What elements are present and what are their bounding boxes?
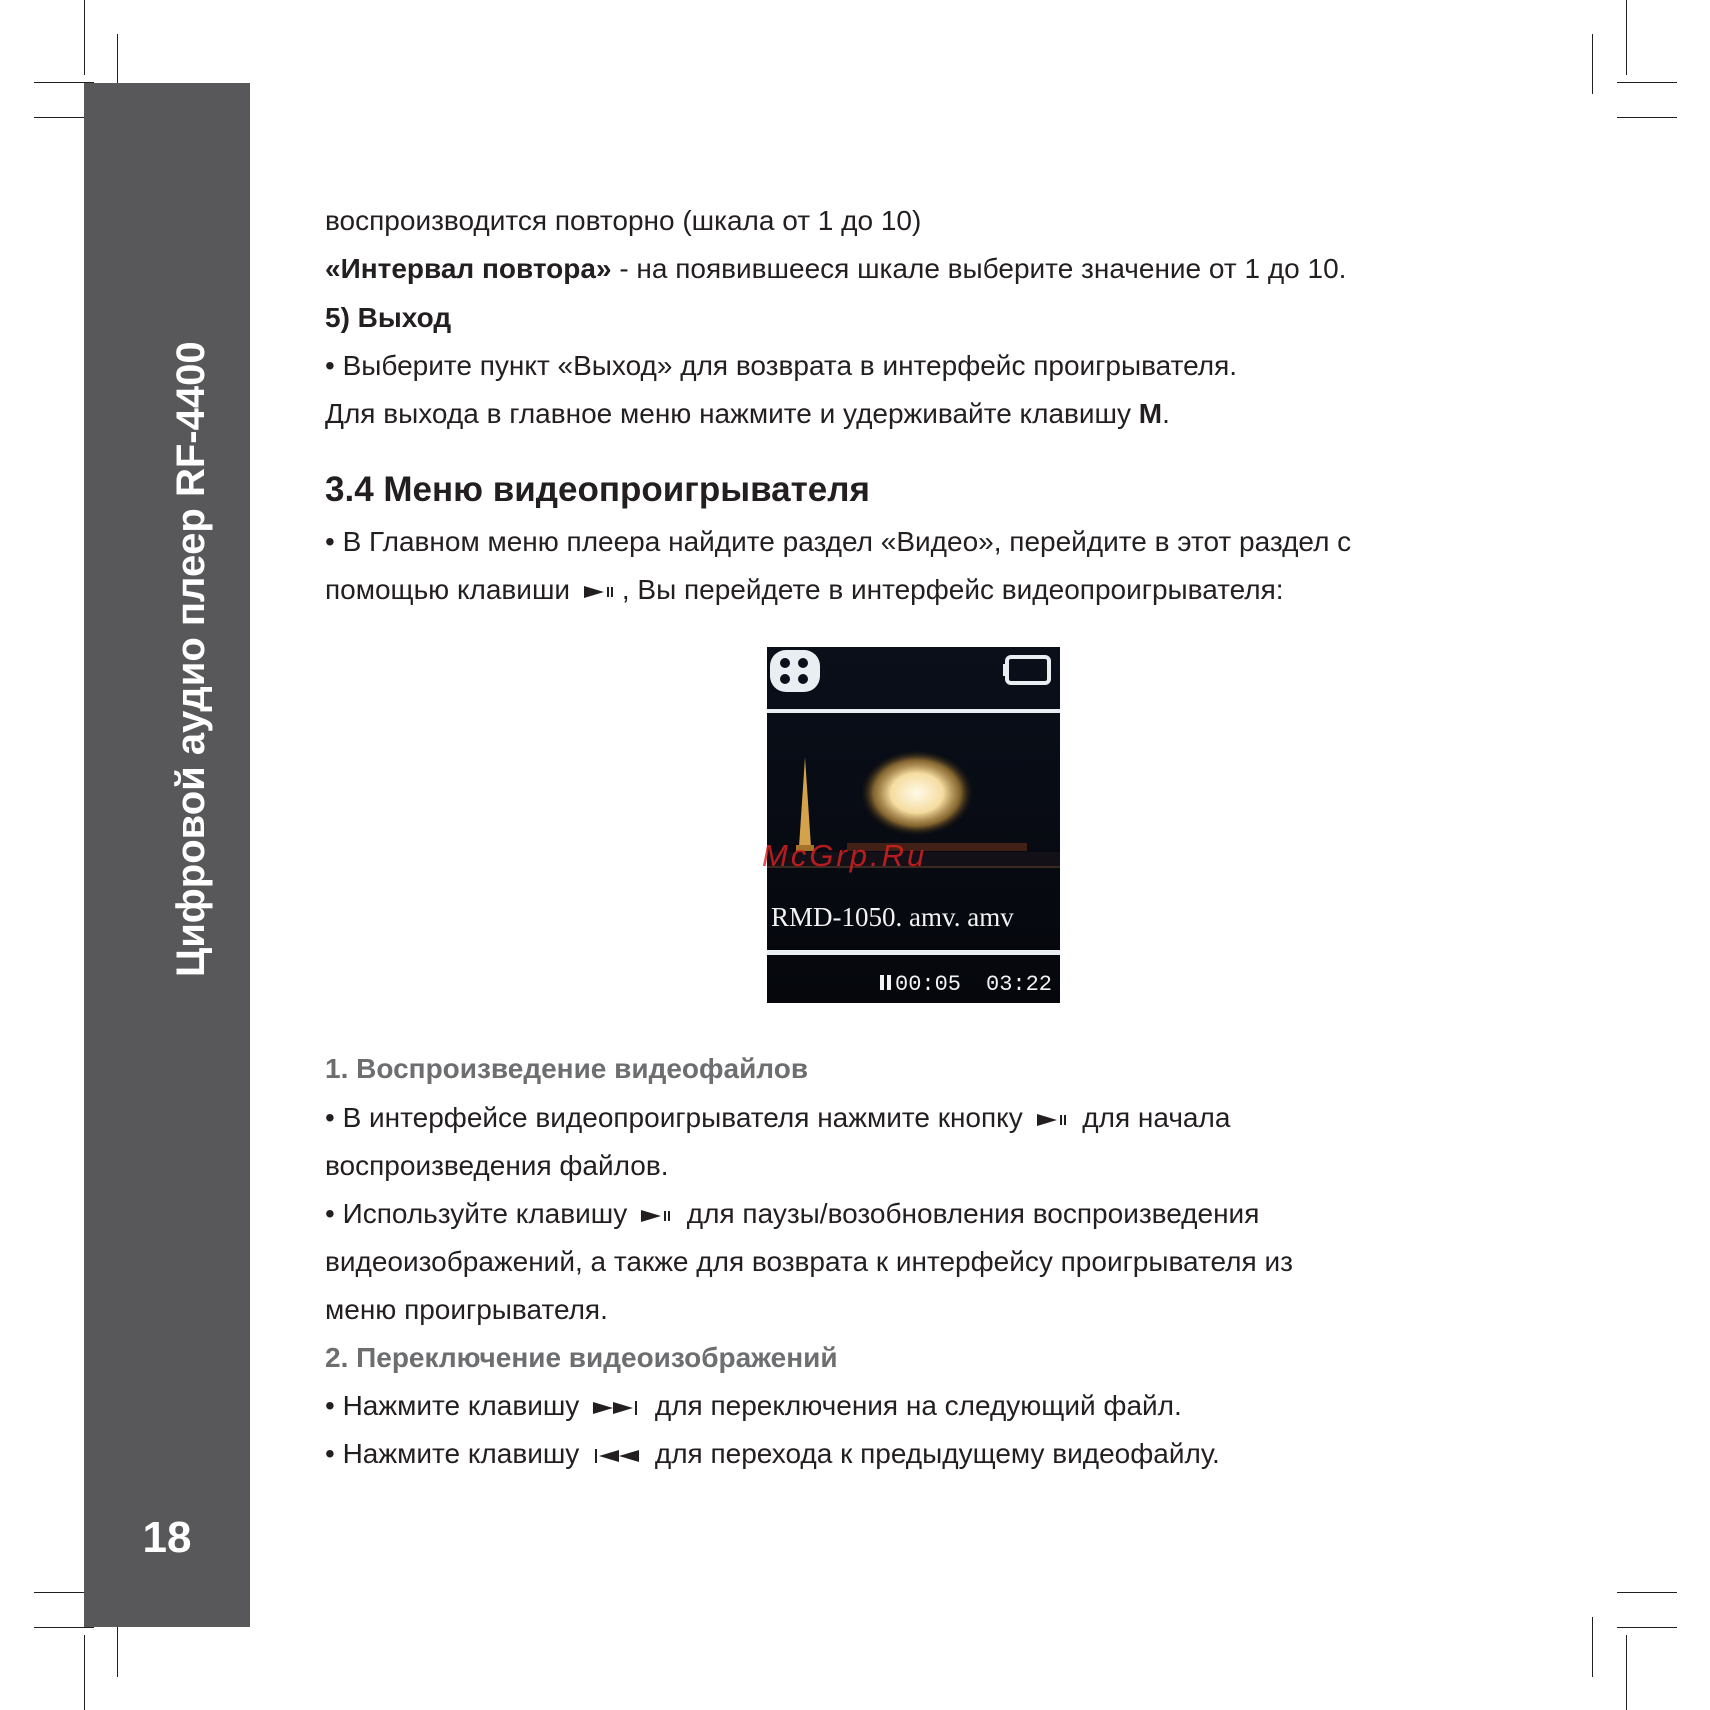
- previous-track-icon: [591, 1446, 643, 1466]
- crop-mark: [84, 1635, 85, 1710]
- crop-mark: [1617, 1592, 1677, 1593]
- crop-mark: [84, 0, 85, 75]
- text-line: • Выберите пункт «Выход» для возврата в интерфейс проигрывателя.: [325, 350, 1238, 381]
- text-line: воспроизведения файлов.: [325, 1150, 669, 1181]
- text-span: • Нажмите клавишу: [325, 1438, 580, 1469]
- video-player-screenshot: [767, 647, 1060, 1003]
- crop-mark: [1617, 1627, 1677, 1628]
- text-span: .: [1162, 398, 1170, 429]
- text-span: • Нажмите клавишу: [325, 1390, 580, 1421]
- text-span: для начала: [1082, 1102, 1231, 1133]
- text-line: меню проигрывателя.: [325, 1294, 608, 1325]
- section-title: 3.4 Меню видеопроигрывателя: [325, 470, 870, 509]
- text-line: [325, 1437, 1220, 1471]
- key-m: M: [1138, 398, 1163, 429]
- total-time: 03:22: [986, 972, 1053, 997]
- divider: [767, 709, 1060, 713]
- crop-mark: [1592, 34, 1593, 94]
- pause-icon: [880, 975, 884, 990]
- text-span: для перехода к предыдущему видеофайлу.: [654, 1438, 1220, 1469]
- text-line: • В Главном меню плеера найдите раздел «Видео», перейдите в этот раздел с: [325, 526, 1352, 557]
- crop-mark: [1592, 1617, 1593, 1677]
- text-span: для переключения на следующий файл.: [654, 1390, 1182, 1421]
- subsection-title: 2. Переключение видеоизображений: [325, 1342, 838, 1373]
- video-filename: RMD-1050. amv. amv: [771, 902, 1014, 932]
- crop-mark: [1626, 0, 1627, 75]
- exit-heading: 5) Выход: [325, 302, 452, 333]
- elapsed-time: 00:05: [895, 972, 962, 997]
- play-pause-icon: [639, 1206, 675, 1226]
- next-track-icon: [591, 1398, 643, 1418]
- text-line: [325, 1197, 1259, 1231]
- text-line: воспроизводится повторно (шкала от 1 до 10): [325, 205, 922, 236]
- crop-mark: [1617, 117, 1677, 118]
- sidebar-title: Цифровой аудио плеер RF-4400: [169, 341, 213, 977]
- text-line: [325, 397, 1170, 431]
- play-pause-icon: [1035, 1110, 1071, 1130]
- text-line: [325, 252, 1346, 286]
- play-pause-icon: [582, 582, 618, 602]
- text-line: [325, 573, 1284, 607]
- text-line: [325, 1389, 1182, 1423]
- text-line: [325, 1101, 1230, 1135]
- text-line: видеоизображений, а также для возврата к интерфейсу проигрывателя из: [325, 1246, 1293, 1277]
- page-number: 18: [142, 1513, 192, 1562]
- crop-mark: [1617, 82, 1677, 83]
- text-span: • В интерфейсе видеопроигрывателя нажмите кнопку: [325, 1102, 1023, 1133]
- text-span: - на появившееся шкале выберите значение от 1 до 10.: [611, 253, 1347, 284]
- progress-bar: [767, 950, 1060, 955]
- pause-icon: [887, 975, 891, 990]
- video-mode-icon: [770, 650, 820, 692]
- crop-mark: [1626, 1635, 1627, 1710]
- text-span: Для выхода в главное меню нажмите и удерживайте клавишу: [325, 398, 1139, 429]
- video-player-screen: [767, 647, 1060, 1003]
- watermark: McGrp.Ru: [762, 838, 928, 873]
- subsection-title: 1. Воспроизведение видеофайлов: [325, 1053, 809, 1084]
- term-repeat-interval: «Интервал повтора»: [325, 253, 612, 284]
- text-span: , Вы перейдете в интерфейс видеопроигрывателя:: [621, 574, 1284, 605]
- text-span: для паузы/возобновления воспроизведения: [686, 1198, 1260, 1229]
- crop-mark: [34, 1627, 94, 1628]
- text-span: • Используйте клавишу: [325, 1198, 628, 1229]
- text-span: помощью клавиши: [325, 574, 571, 605]
